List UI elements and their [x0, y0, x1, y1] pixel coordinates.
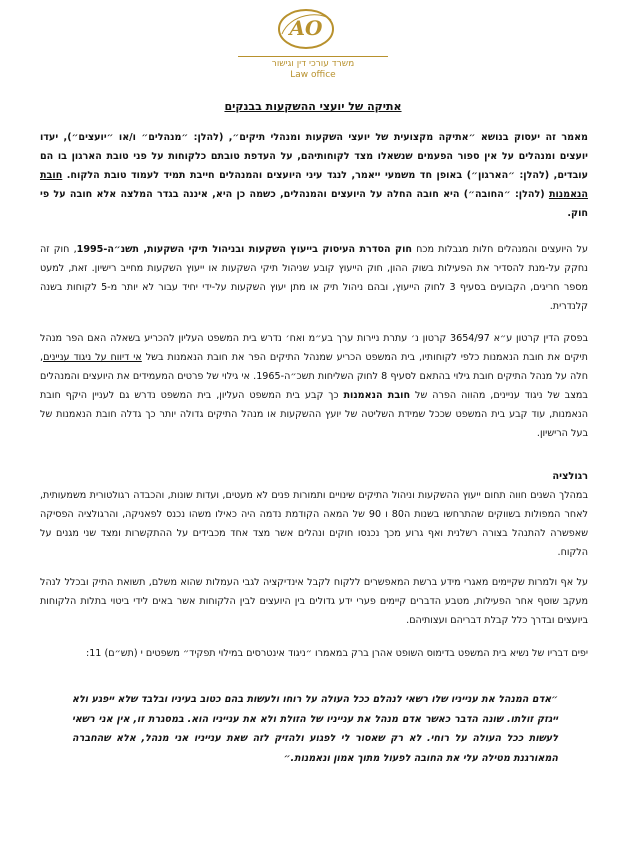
p1-text-2: , חוק זה נחקק על-מנת להסדיר את הפעילות בשוק ההון, חוק הייעוץ קובע שניהול תיקי השקעות או ייעוץ השקעות מחייב רישיון. זאת, למעט מספר חריגים, הקבועים בסעיף 3 לחוק הייעוץ, ובהם ניהול תיק או מתן יעוץ השקעות על-ידי יחיד עבור לא יותר מ-5 לקוחות בשנה קלנדרית.: [40, 244, 588, 312]
p3-text: במהלך השנים חווה תחום ייעוץ ההשקעות וניהול התיקים שינויים ותמורות פנים לא מעטים, ועדות שונות, והכבדה רגולטורית משמעותית, לאחר המפולות בשווקים שהתרחשו בשנות ה80 ו 90 של המאה הקודמת נדמה היה כאילו משהו נכנס לפאניקה, והרגולציה הפסיקה שאפשרה להתנהל בצורה רשלנית ואף גרוע מכך נכנסו חוקים ונהלים אשר מצד אחד מכבידים על ההתקשרות ומצד שני מגנים על הלקוח.: [40, 490, 588, 558]
article-title: אתיקה של יועצי ההשקעות בבנקים: [224, 100, 402, 113]
intro-text-2: (להלן: ״החובה״) היא חובה החלה על היועצים והמנהלים, כשמה כן היא, איננה בגדר המלצה אלא חובה על פי חוק.: [40, 189, 588, 219]
paragraph-regulation: [40, 486, 588, 562]
letterhead-divider: [238, 56, 388, 57]
p5-text: יפים דבריו של נשיא בית המשפט בדימוס השופט אהרן ברק במאמרו ״ניגוד אינטרסים במילוי תפקיד״ משפטים י (תש״ם) 11:: [85, 648, 588, 659]
firm-name-hebrew: משרד עורכי דין וגישור: [271, 59, 355, 69]
p4-text: על אף ולמרות שקיימים מאגרי מידע ברשת המאפשרים ללקוח לקבל אינדיקציה לגבי העמלות שהוא משלם, תשואת התיק ובכלל לנהל מעקב שוטף אחר הפעילות, מטבע הדברים קיימים פערי ידע גדולים בין היועצים לבין הלקוחות אשר באים לידי ביטוי בתלות הלקוחות ביועצים ובדרך כלל קבלת דבריהם ועצותיהם.: [40, 577, 588, 626]
p2-term-fiduciary: חובת הנאמנות: [343, 390, 411, 401]
paragraph-ruling: [40, 329, 588, 443]
p1-text-1: על היועצים והמנהלים חלות מגבלות מכח: [412, 244, 588, 255]
block-quote: ״אדם המנהל את ענייניו שלו רשאי לנהלם ככל העולה על רוחו ולעשות בהם כטוב בעיניו ובלבד שלא ייפגע ולא ייגזק זולתו. שונה הדבר כאשר אדם מנהל את ענייניו של הזולת ולא את ענייניו הוא. במסגרת זו, אין אני רשאי לעשות ככל העולה על רוחי. לא רק שאסור לי לפגוע ולהזיק לזה שאת ענייניו אני מנהל, אלא שהחברה המאורגנת מטילה עלי את החובה לפעול מתוך אמון ונאמנות.״: [72, 694, 558, 764]
law-firm-logo: [276, 6, 336, 52]
p2-text-1: בפסק הדין קרטון ע״א 3654/97 קרטון נ׳ עתרת ניירות ערך בע״מ ואח׳ נדרש בית המשפט העליון להכריע בשאלה האם הפר מנהל תיקים את חובת הנאמנות כלפי לקוחותיו, בית המשפט הכריע שמנהל התיקים הפר את חובת הנאמנות בשל: [40, 333, 588, 363]
intro-paragraph: [40, 128, 588, 223]
p2-term-conflict: אי דיווח על ניגוד עניינים: [43, 352, 142, 363]
paragraph-information-gap: [40, 573, 588, 630]
p1-law-name: חוק הסדרת העיסוק בייעוץ השקעות ובניהול תיקי השקעות, תשנ״ה-1995: [76, 244, 412, 255]
p2-text-3: כך קבע בית המשפט העליון, בית המשפט נדרש גם לעניין היקף חובת הנאמנות, עוד קבע בית המשפט שככל שמידת השליטה של יועץ ההשקעות או מנהל התיקים גדולה יותר כך גדלה חובת הנאמנות של בעל הרישיון.: [40, 390, 588, 439]
section-heading-regulation: רגולציה: [552, 471, 588, 482]
intro-term-fiduciary: חובת הנאמנות: [40, 170, 588, 200]
paragraph-law: [40, 240, 588, 316]
intro-text-1: מאמר זה יעסוק בנושא ״אתיקה מקצועית של יועצי השקעות ומנהלי תיקים״, (להלן: ״מנהלים״ ו/או ״יועצים״), יעדו יועצים ומנהלים על אין ספור הפעמים שנשאלו מצד לקוחותיהם, על העדפת טובתם כלקוחות על פני טובת הארגון בו הם עובדים, (להלן: ״הארגון״) באופן חד משמעי ייאמר, לנגד עיני היועצים והמנהלים חייבת תמיד לעמוד טובת הלקוח.: [40, 132, 588, 181]
p2-text-2: , חלה על מנהל התיקים חובת גילוי בהתאם לסעיף 8 לחוק השליחות תשכ״ה-1965. אי גילוי של פרטים המעמידים את היועצים והמנהלים במצב של ניגוד עניינים, מהווה הפרה של: [40, 352, 588, 401]
logo-monogram: AO: [289, 16, 323, 40]
firm-name-english: Law office: [290, 70, 336, 80]
paragraph-quote-intro: [40, 644, 588, 663]
